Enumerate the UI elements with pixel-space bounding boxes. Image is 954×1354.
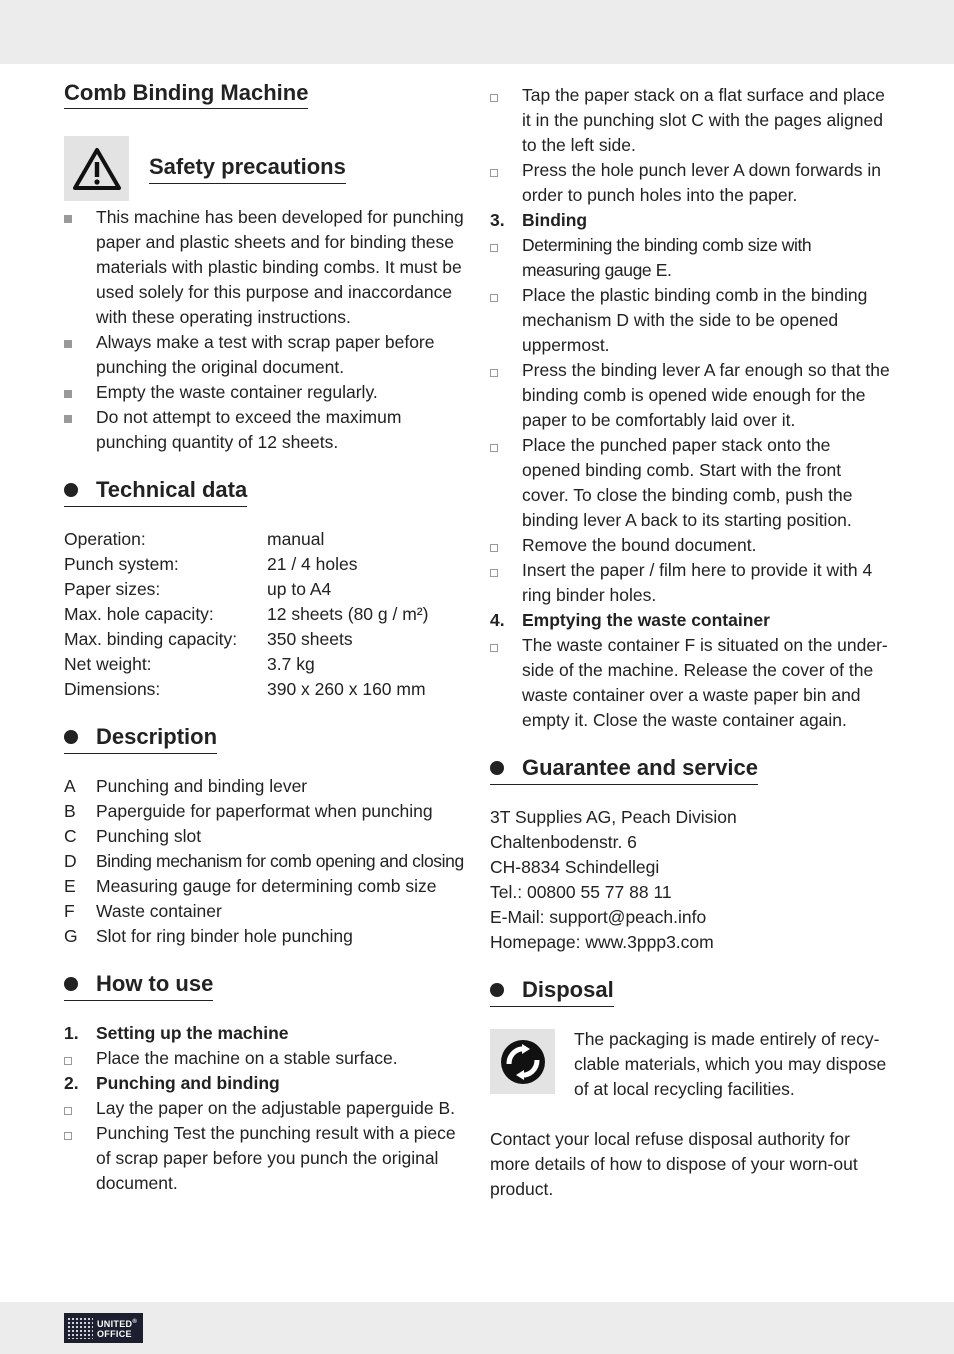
footer-band bbox=[0, 1302, 954, 1354]
logo-text bbox=[97, 1317, 137, 1339]
part-text: Punching slot bbox=[96, 826, 202, 846]
address-line: Chaltenbodenstr. 6 bbox=[490, 832, 637, 852]
spec-value: 390 x 260 x 160 mm bbox=[267, 679, 426, 699]
step-number: 1. bbox=[64, 1023, 79, 1043]
document-title: Comb Binding Machine bbox=[64, 80, 308, 109]
service-address bbox=[490, 805, 892, 955]
step-heading bbox=[64, 1021, 466, 1046]
step-heading bbox=[490, 208, 892, 233]
recycling-green-dot-icon bbox=[490, 1029, 555, 1094]
logo-grid-icon bbox=[67, 1317, 93, 1339]
part-letter: F bbox=[64, 901, 75, 921]
table-row bbox=[64, 602, 428, 627]
table-row bbox=[64, 677, 428, 702]
list-item: Empty the waste container regularly. bbox=[64, 380, 466, 405]
list-item bbox=[64, 874, 466, 899]
spec-label: Dimensions: bbox=[64, 679, 161, 699]
heading-text: Description bbox=[96, 724, 218, 749]
part-letter: C bbox=[64, 826, 77, 846]
step-list bbox=[64, 1096, 466, 1196]
step-title: Binding bbox=[522, 210, 588, 230]
spec-value: 350 sheets bbox=[267, 629, 353, 649]
logo-registered-mark: ® bbox=[132, 1319, 138, 1325]
phone-line: Tel.: 00800 55 77 88 11 bbox=[490, 882, 672, 902]
spec-value: manual bbox=[267, 529, 325, 549]
spec-value: 21 / 4 holes bbox=[267, 554, 358, 574]
list-item: Punching Test the punching result with a piece of scrap paper before you punch the original document. bbox=[64, 1121, 466, 1196]
part-letter: E bbox=[64, 876, 76, 896]
list-item: Determining the binding comb size with measuring gauge E. bbox=[490, 233, 892, 283]
technical-data-table bbox=[64, 527, 428, 702]
warning-triangle-icon bbox=[64, 136, 129, 201]
list-item: Press the binding lever A far enough so that the binding comb is opened wide enough for the paper to be comfortably laid over it. bbox=[490, 358, 892, 433]
heading-text: Disposal bbox=[522, 977, 614, 1002]
part-text: Slot for ring binder hole punching bbox=[96, 926, 353, 946]
description-heading bbox=[64, 723, 217, 754]
safety-list bbox=[64, 205, 466, 455]
step-number: 4. bbox=[490, 610, 505, 630]
list-item bbox=[64, 849, 466, 874]
part-text: Measuring gauge for determining comb size bbox=[96, 876, 437, 896]
list-item: Tap the paper stack on a flat surface and place it in the punching slot C with the pages aligned to the left side. bbox=[490, 83, 892, 158]
spec-label: Punch system: bbox=[64, 554, 179, 574]
list-item: Remove the bound document. bbox=[490, 533, 892, 558]
list-item bbox=[64, 774, 466, 799]
spec-label: Operation: bbox=[64, 529, 146, 549]
step-heading bbox=[490, 608, 892, 633]
guarantee-heading bbox=[490, 754, 758, 785]
part-text: Paperguide for paperformat when punching bbox=[96, 801, 433, 821]
disposal-contact-text: Contact your local refuse disposal authority for more details of how to dispose of your worn-out product. bbox=[490, 1129, 858, 1199]
table-row bbox=[64, 552, 428, 577]
spec-label: Max. hole capacity: bbox=[64, 604, 214, 624]
heading-text: Technical data bbox=[96, 477, 248, 502]
step-list bbox=[64, 1046, 466, 1071]
part-letter: B bbox=[64, 801, 76, 821]
part-text: Waste container bbox=[96, 901, 222, 921]
how-to-use-heading bbox=[64, 970, 213, 1001]
address-line: CH-8834 Schindellegi bbox=[490, 857, 660, 877]
bullet-dot-icon bbox=[490, 761, 504, 775]
technical-data-heading bbox=[64, 476, 247, 507]
list-item: Place the punched paper stack onto the opened binding comb. Start with the front cover. To close the binding comb, push the binding lever A back to its starting position. bbox=[490, 433, 892, 533]
spec-value: 3.7 kg bbox=[267, 654, 315, 674]
spec-value: 12 sheets (80 g / m²) bbox=[267, 604, 429, 624]
table-row bbox=[64, 652, 428, 677]
spec-label: Net weight: bbox=[64, 654, 152, 674]
step-title: Setting up the machine bbox=[96, 1023, 289, 1043]
disposal-heading bbox=[490, 976, 614, 1007]
part-text: Binding mechanism for comb opening and closing bbox=[96, 851, 464, 871]
part-letter: D bbox=[64, 851, 77, 871]
description-list bbox=[64, 774, 466, 949]
list-item bbox=[64, 899, 466, 924]
list-item bbox=[64, 799, 466, 824]
homepage-line: Homepage: www.3ppp3.com bbox=[490, 932, 714, 952]
list-item: Press the hole punch lever A down forwards in order to punch holes into the paper. bbox=[490, 158, 892, 208]
spec-label: Paper sizes: bbox=[64, 579, 161, 599]
step-title: Punching and binding bbox=[96, 1073, 280, 1093]
step-list bbox=[490, 633, 892, 733]
list-item: The waste container F is situated on the under-side of the machine. Release the cover of the waste container over a waste paper bin and empty it. Close the waste container again. bbox=[490, 633, 892, 733]
heading-text: How to use bbox=[96, 971, 214, 996]
left-column bbox=[64, 80, 466, 1196]
spec-label: Max. binding capacity: bbox=[64, 629, 238, 649]
bullet-dot-icon bbox=[64, 977, 78, 991]
table-row bbox=[64, 627, 428, 652]
list-item: Lay the paper on the adjustable paperguide B. bbox=[64, 1096, 466, 1121]
list-item: Insert the paper / film here to provide it with 4 ring binder holes. bbox=[490, 558, 892, 608]
step-list bbox=[490, 233, 892, 608]
list-item: Always make a test with scrap paper before punching the original document. bbox=[64, 330, 466, 380]
step-list bbox=[490, 83, 892, 208]
step-number: 2. bbox=[64, 1073, 79, 1093]
step-number: 3. bbox=[490, 210, 505, 230]
disposal-block bbox=[490, 1027, 892, 1102]
step-heading bbox=[64, 1071, 466, 1096]
list-item: Place the machine on a stable surface. bbox=[64, 1046, 466, 1071]
email-line: E-Mail: support@peach.info bbox=[490, 907, 707, 927]
how-to-use-steps bbox=[64, 1021, 466, 1196]
part-letter: A bbox=[64, 776, 76, 796]
header-band bbox=[0, 0, 954, 64]
bullet-dot-icon bbox=[490, 983, 504, 997]
part-text: Punching and binding lever bbox=[96, 776, 308, 796]
disposal-text: The packaging is made entirely of recy-clable materials, which you may dispose of at local recycling facilities. bbox=[574, 1029, 887, 1099]
table-row bbox=[64, 527, 428, 552]
list-item bbox=[64, 924, 466, 949]
list-item: Place the plastic binding comb in the binding mechanism D with the side to be opened uppermost. bbox=[490, 283, 892, 358]
logo-line-1: UNITED bbox=[97, 1319, 133, 1329]
spec-value: up to A4 bbox=[267, 579, 332, 599]
safety-precautions-heading: Safety precautions bbox=[149, 153, 346, 184]
bullet-dot-icon bbox=[64, 483, 78, 497]
safety-heading-row bbox=[64, 136, 466, 201]
list-item: Do not attempt to exceed the maximum punching quantity of 12 sheets. bbox=[64, 405, 466, 455]
step-title: Emptying the waste container bbox=[522, 610, 770, 630]
logo-line-2: OFFICE bbox=[97, 1329, 132, 1339]
address-line: 3T Supplies AG, Peach Division bbox=[490, 807, 737, 827]
right-column bbox=[490, 83, 892, 1202]
united-office-logo bbox=[64, 1313, 143, 1343]
bullet-dot-icon bbox=[64, 730, 78, 744]
table-row bbox=[64, 577, 428, 602]
list-item: This machine has been developed for punching paper and plastic sheets and for binding these materials with plastic binding combs. It must be used solely for this purpose and inaccordance with these operating instructions. bbox=[64, 205, 466, 330]
part-letter: G bbox=[64, 926, 78, 946]
heading-text: Guarantee and service bbox=[522, 755, 759, 780]
list-item bbox=[64, 824, 466, 849]
